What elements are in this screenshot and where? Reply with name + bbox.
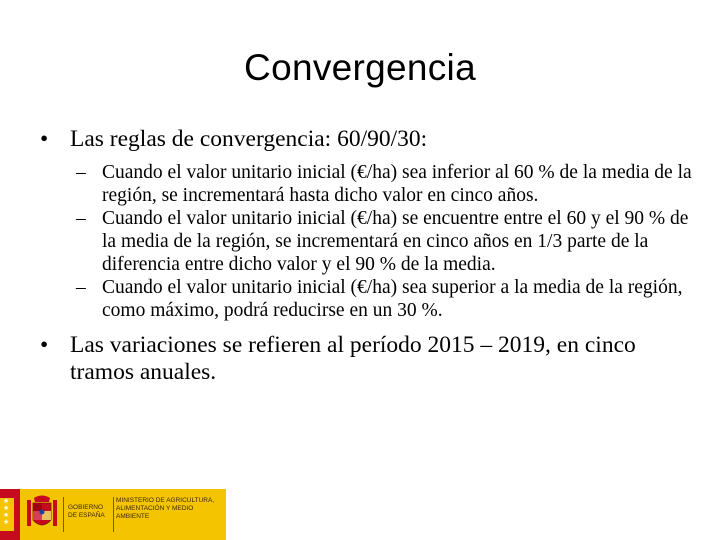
sub-bullet-text: Cuando el valor unitario inicial (€/ha) se encuentre entre el 60 y el 90 % de la media de la región, se incrementará en cinco años en 1/3 parte de la diferencia entre dicho valor y el 90 % de la media. bbox=[102, 208, 689, 275]
sub-bullet-text: Cuando el valor unitario inicial (€/ha) sea inferior al 60 % de la media de la región, se incrementará hasta dicho valor en cinco años. bbox=[102, 162, 692, 206]
ministry-logo bbox=[0, 489, 226, 540]
sub-bullet-item bbox=[40, 276, 700, 322]
bullet-mark: • bbox=[40, 126, 49, 152]
sub-bullet-mark: – bbox=[76, 162, 86, 183]
logo-divider bbox=[63, 497, 64, 532]
spain-coat-of-arms-icon bbox=[25, 494, 59, 534]
sub-bullet-mark: – bbox=[76, 208, 86, 229]
sub-bullet-mark: – bbox=[76, 277, 86, 298]
sub-bullet-text: Cuando el valor unitario inicial (€/ha) sea superior a la media de la región, como máximo, podrá reducirse en un 30 %. bbox=[102, 277, 683, 321]
bullet-text: Las reglas de convergencia: 60/90/30: bbox=[70, 126, 428, 152]
bullet-text: Las variaciones se refieren al período 2015 – 2019, en cinco tramos anuales. bbox=[70, 332, 636, 385]
bullet-mark: • bbox=[40, 332, 49, 358]
eu-stars-icon: ★ ★ ★ ★ bbox=[3, 497, 10, 526]
bullet-item bbox=[40, 332, 700, 386]
sub-bullet-list bbox=[40, 161, 700, 322]
slide-title: Convergencia bbox=[244, 47, 476, 88]
flag-strip bbox=[0, 489, 20, 540]
sub-bullet-item bbox=[40, 161, 700, 207]
government-label: GOBIERNO DE ESPAÑA bbox=[68, 504, 105, 519]
sub-bullet-item bbox=[40, 207, 700, 276]
slide-content bbox=[40, 126, 700, 386]
logo-divider bbox=[113, 497, 114, 532]
bullet-item bbox=[40, 126, 700, 153]
ministry-label: MINISTERIO DE AGRICULTURA, ALIMENTACIÓN Y MEDIO AMBIENTE bbox=[116, 497, 215, 520]
